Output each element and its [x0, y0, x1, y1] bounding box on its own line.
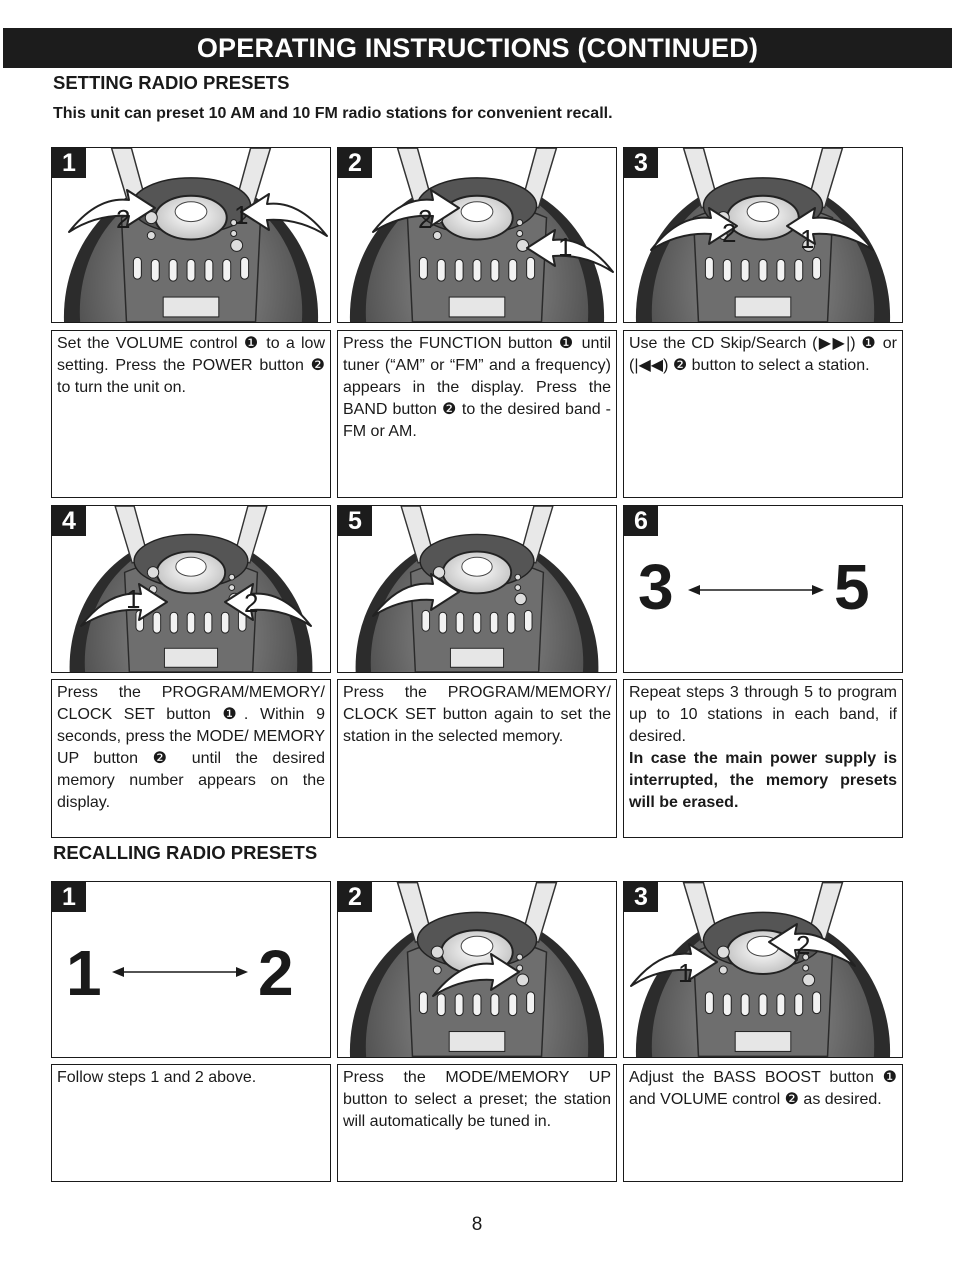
arrow-icon [66, 188, 158, 238]
arrow-icon [430, 952, 522, 1002]
step-5-illustration [337, 505, 617, 673]
step-2-illustration [337, 147, 617, 323]
recall-step-2-illustration [337, 881, 617, 1058]
step-6-body: Repeat steps 3 through 5 to program up to 10 stations in each band, if desired. [629, 684, 897, 745]
arrow-icon [78, 582, 170, 632]
step-4-text: Press the PROGRAM/MEMORY/ CLOCK SET button ❶. Within 9 seconds, press the MODE/ MEMORY UP button ❷ until the desired memory number appears on the display. [51, 679, 331, 838]
step-4-illustration [51, 505, 331, 673]
callout-label: 1 [558, 232, 573, 262]
callout-label: 1 [678, 958, 693, 988]
step-6-warning: In case the main power supply is interrupted, the memory presets will be erased. [629, 750, 897, 811]
sequence-to: 2 [258, 937, 294, 1009]
step-number: 2 [338, 882, 372, 912]
step-number: 4 [52, 506, 86, 536]
sequence-to: 5 [834, 551, 870, 623]
step-5-text: Press the PROGRAM/MEMORY/ CLOCK SET button again to set the station in the selected memory. [337, 679, 617, 838]
step-number: 1 [52, 882, 86, 912]
step-2-text: Press the FUNCTION button ❶ until tuner (“AM” or “FM” and a frequency) appears in the display. Press the BAND button ❷ to the desired band - FM or AM. [337, 330, 617, 498]
recall-step-3-illustration [623, 881, 903, 1058]
step-1-text: Set the VOLUME control ❶ to a low setting. Press the POWER button ❷ to turn the unit on. [51, 330, 331, 498]
arrow-icon [784, 206, 876, 256]
callout-label: 1 [800, 224, 815, 254]
arrow-icon [766, 922, 858, 972]
callout-label: 2 [722, 218, 737, 248]
step-number: 5 [338, 506, 372, 536]
sequence-from: 3 [638, 551, 674, 623]
step-3-illustration [623, 147, 903, 323]
step-6-text [623, 679, 903, 838]
step-6-illustration [623, 505, 903, 673]
callout-label: 2 [244, 588, 259, 618]
section-title-recalling: RECALLING RADIO PRESETS [53, 842, 318, 863]
callout-label: 2 [116, 204, 131, 234]
recall-step-1-illustration [51, 881, 331, 1058]
callout-label: 1 [234, 200, 249, 230]
arrow-icon [222, 582, 314, 632]
step-number: 3 [624, 148, 658, 178]
step-number: 2 [338, 148, 372, 178]
step-1-illustration [51, 147, 331, 323]
step-3-text: Use the CD Skip/Search (▶▶|) ❶ or (|◀◀) ❷ button to select a station. [623, 330, 903, 498]
double-arrow-icon [686, 580, 826, 600]
section-title-setting: SETTING RADIO PRESETS [53, 72, 290, 93]
arrow-icon [628, 942, 720, 992]
page-number: 8 [471, 1214, 483, 1235]
callout-label: 2 [418, 204, 433, 234]
arrow-icon [238, 192, 330, 242]
recall-step-1-text: Follow steps 1 and 2 above. [51, 1064, 331, 1182]
step-number: 6 [624, 506, 658, 536]
callout-label: 1 [126, 584, 141, 614]
arrow-icon [370, 188, 462, 238]
step-number: 3 [624, 882, 658, 912]
step-number: 1 [52, 148, 86, 178]
recall-step-2-text: Press the MODE/MEMORY UP button to select a preset; the station will automatically be tuned in. [337, 1064, 617, 1182]
recall-step-3-text: Adjust the BASS BOOST button ❶ and VOLUME control ❷ as desired. [623, 1064, 903, 1182]
sequence-from: 1 [66, 937, 102, 1009]
double-arrow-icon [110, 962, 250, 982]
arrow-icon [370, 572, 462, 622]
callout-label: 2 [796, 930, 811, 960]
section-intro: This unit can preset 10 AM and 10 FM radio stations for convenient recall. [53, 105, 613, 122]
page-title: OPERATING INSTRUCTIONS (CONTINUED) [3, 28, 952, 68]
